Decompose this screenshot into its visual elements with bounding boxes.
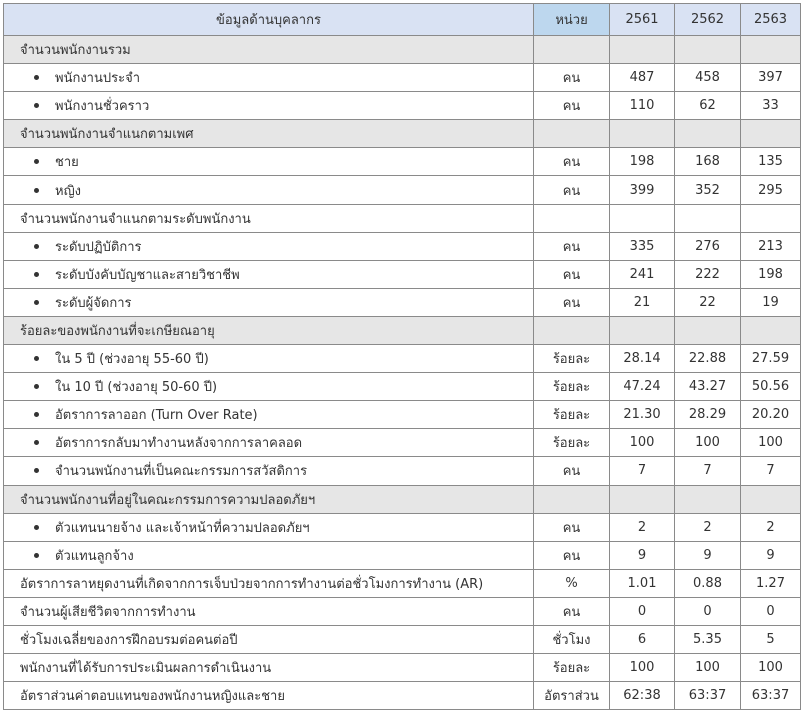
header-unit: หน่วย [534,4,610,36]
section-row [4,316,801,344]
unit-cell: ร้อยละ [534,429,610,457]
empty-cell [610,316,675,344]
empty-cell [610,204,675,232]
bullet-icon [34,272,39,277]
row-label-cell [4,373,534,401]
bullet-icon [34,188,39,193]
table-row [4,64,801,92]
bullet-icon [34,384,39,389]
unit-cell: ร้อยละ [534,401,610,429]
bullet-icon [34,440,39,445]
unit-cell: อัตราส่วน [534,682,610,710]
row-label-cell [4,401,534,429]
bullet-icon [34,244,39,249]
row-label: พนักงานประจำ [55,71,140,87]
bullet-icon [34,412,39,417]
header-year-2561: 2561 [610,4,675,36]
row-label-cell [4,625,534,653]
value-2562: 458 [675,64,741,92]
value-2562: 352 [675,176,741,204]
row-label: จำนวนผู้เสียชีวิตจากการทำงาน [20,604,196,620]
empty-cell [610,485,675,513]
row-label-cell [4,597,534,625]
row-label: อัตราการลาหยุดงานที่เกิดจากการเจ็บป่วยจากการทำงานต่อชั่วโมงการทำงาน (AR) [20,576,484,592]
value-2561: 9 [610,541,675,569]
empty-cell [675,204,741,232]
value-2561: 28.14 [610,345,675,373]
section-label: จำนวนพนักงานรวม [4,36,534,64]
value-2563: 198 [741,260,801,288]
table-row [4,682,801,710]
row-label: ใน 5 ปี (ช่วงอายุ 55-60 ปี) [55,352,209,368]
value-2563: 2 [741,513,801,541]
value-2562: 0 [675,597,741,625]
table-row [4,92,801,120]
row-label: ใน 10 ปี (ช่วงอายุ 50-60 ปี) [55,380,218,396]
table-row [4,373,801,401]
row-label: ชาย [55,155,79,171]
empty-cell [534,120,610,148]
table-row [4,569,801,597]
table-row [4,513,801,541]
row-label-cell [4,457,534,485]
unit-cell: ชั่วโมง [534,625,610,653]
value-2561: 100 [610,429,675,457]
row-label-cell [4,92,534,120]
empty-cell [534,485,610,513]
table-row [4,260,801,288]
row-label-cell [4,569,534,597]
unit-cell: คน [534,513,610,541]
value-2561: 0 [610,597,675,625]
value-2561: 487 [610,64,675,92]
empty-cell [610,120,675,148]
empty-cell [534,204,610,232]
bullet-icon [34,159,39,164]
value-2562: 100 [675,429,741,457]
row-label: ตัวแทนลูกจ้าง [55,548,134,564]
table-row [4,457,801,485]
empty-cell [610,36,675,64]
value-2563: 295 [741,176,801,204]
row-label-cell [4,148,534,176]
section-label: จำนวนพนักงานที่อยู่ในคณะกรรมการความปลอดภัยฯ [4,485,534,513]
bullet-icon [34,356,39,361]
unit-cell: คน [534,541,610,569]
row-label: ตัวแทนนายจ้าง และเจ้าหน้าที่ความปลอดภัยฯ [55,520,310,536]
section-row [4,36,801,64]
unit-cell: คน [534,457,610,485]
hr-data-table [3,3,801,710]
table-header [4,4,801,36]
value-2562: 22 [675,288,741,316]
empty-cell [675,316,741,344]
table-row [4,232,801,260]
empty-cell [741,204,801,232]
value-2563: 9 [741,541,801,569]
table-body [4,36,801,710]
value-2563: 0 [741,597,801,625]
unit-cell: คน [534,148,610,176]
section-label: จำนวนพนักงานจำแนกตามระดับพนักงาน [4,204,534,232]
value-2561: 198 [610,148,675,176]
value-2562: 28.29 [675,401,741,429]
value-2563: 5 [741,625,801,653]
row-label-cell [4,288,534,316]
section-label: ร้อยละของพนักงานที่จะเกษียณอายุ [4,316,534,344]
value-2562: 2 [675,513,741,541]
value-2563: 100 [741,429,801,457]
value-2562: 0.88 [675,569,741,597]
row-label: ระดับผู้จัดการ [55,295,132,311]
row-label: ชั่วโมงเฉลี่ยของการฝึกอบรมต่อคนต่อปี [20,633,238,649]
row-label-cell [4,176,534,204]
row-label: พนักงานชั่วคราว [55,99,150,115]
value-2562: 222 [675,260,741,288]
unit-cell: คน [534,288,610,316]
table-row [4,541,801,569]
value-2561: 100 [610,654,675,682]
row-label-cell [4,232,534,260]
value-2561: 7 [610,457,675,485]
row-label: หญิง [55,183,81,199]
section-label: จำนวนพนักงานจำแนกตามเพศ [4,120,534,148]
table-row [4,597,801,625]
value-2563: 1.27 [741,569,801,597]
bullet-icon [34,300,39,305]
empty-cell [741,316,801,344]
value-2562: 100 [675,654,741,682]
value-2563: 397 [741,64,801,92]
row-label: ระดับปฏิบัติการ [55,239,142,255]
unit-cell: คน [534,232,610,260]
empty-cell [534,36,610,64]
header-year-2562: 2562 [675,4,741,36]
row-label-cell [4,64,534,92]
row-label-cell [4,654,534,682]
header-item: ข้อมูลด้านบุคลากร [4,4,534,36]
table-row [4,401,801,429]
unit-cell: ร้อยละ [534,345,610,373]
empty-cell [741,120,801,148]
unit-cell: คน [534,597,610,625]
unit-cell: คน [534,176,610,204]
header-row [4,4,801,36]
value-2562: 63:37 [675,682,741,710]
value-2563: 27.59 [741,345,801,373]
table-row [4,176,801,204]
unit-cell: % [534,569,610,597]
value-2562: 43.27 [675,373,741,401]
value-2562: 276 [675,232,741,260]
unit-cell: คน [534,260,610,288]
header-year-2563: 2563 [741,4,801,36]
value-2561: 6 [610,625,675,653]
row-label: อัตราการกลับมาทำงานหลังจากการลาคลอด [55,436,303,452]
row-label-cell [4,513,534,541]
value-2561: 21 [610,288,675,316]
value-2563: 63:37 [741,682,801,710]
value-2561: 21.30 [610,401,675,429]
row-label: จำนวนพนักงานที่เป็นคณะกรรมการสวัสดิการ [55,464,308,480]
row-label: พนักงานที่ได้รับการประเมินผลการดำเนินงาน [20,661,272,677]
value-2563: 33 [741,92,801,120]
value-2563: 100 [741,654,801,682]
value-2562: 7 [675,457,741,485]
table-row [4,429,801,457]
row-label: ระดับบังคับบัญชาและสายวิชาชีพ [55,267,240,283]
empty-cell [675,36,741,64]
value-2563: 135 [741,148,801,176]
row-label: อัตราส่วนค่าตอบแทนของพนักงานหญิงและชาย [20,689,285,705]
value-2563: 213 [741,232,801,260]
empty-cell [741,36,801,64]
row-label-cell [4,429,534,457]
bullet-icon [34,553,39,558]
value-2562: 168 [675,148,741,176]
section-row [4,120,801,148]
bullet-icon [34,525,39,530]
value-2562: 22.88 [675,345,741,373]
row-label-cell [4,682,534,710]
value-2563: 50.56 [741,373,801,401]
bullet-icon [34,468,39,473]
value-2561: 399 [610,176,675,204]
row-label-cell [4,260,534,288]
unit-cell: ร้อยละ [534,373,610,401]
value-2561: 335 [610,232,675,260]
row-label-cell [4,541,534,569]
value-2561: 1.01 [610,569,675,597]
table-row [4,148,801,176]
row-label: อัตราการลาออก (Turn Over Rate) [55,408,258,424]
unit-cell: คน [534,92,610,120]
unit-cell: คน [534,64,610,92]
value-2563: 7 [741,457,801,485]
value-2562: 62 [675,92,741,120]
value-2561: 47.24 [610,373,675,401]
value-2561: 2 [610,513,675,541]
value-2562: 5.35 [675,625,741,653]
empty-cell [534,316,610,344]
section-row [4,485,801,513]
table-row [4,654,801,682]
value-2561: 62:38 [610,682,675,710]
table-row [4,625,801,653]
bullet-icon [34,75,39,80]
empty-cell [675,120,741,148]
value-2561: 110 [610,92,675,120]
table-row [4,345,801,373]
table-row [4,288,801,316]
value-2563: 20.20 [741,401,801,429]
value-2562: 9 [675,541,741,569]
empty-cell [675,485,741,513]
unit-cell: ร้อยละ [534,654,610,682]
bullet-icon [34,103,39,108]
empty-cell [741,485,801,513]
value-2563: 19 [741,288,801,316]
section-row [4,204,801,232]
value-2561: 241 [610,260,675,288]
row-label-cell [4,345,534,373]
